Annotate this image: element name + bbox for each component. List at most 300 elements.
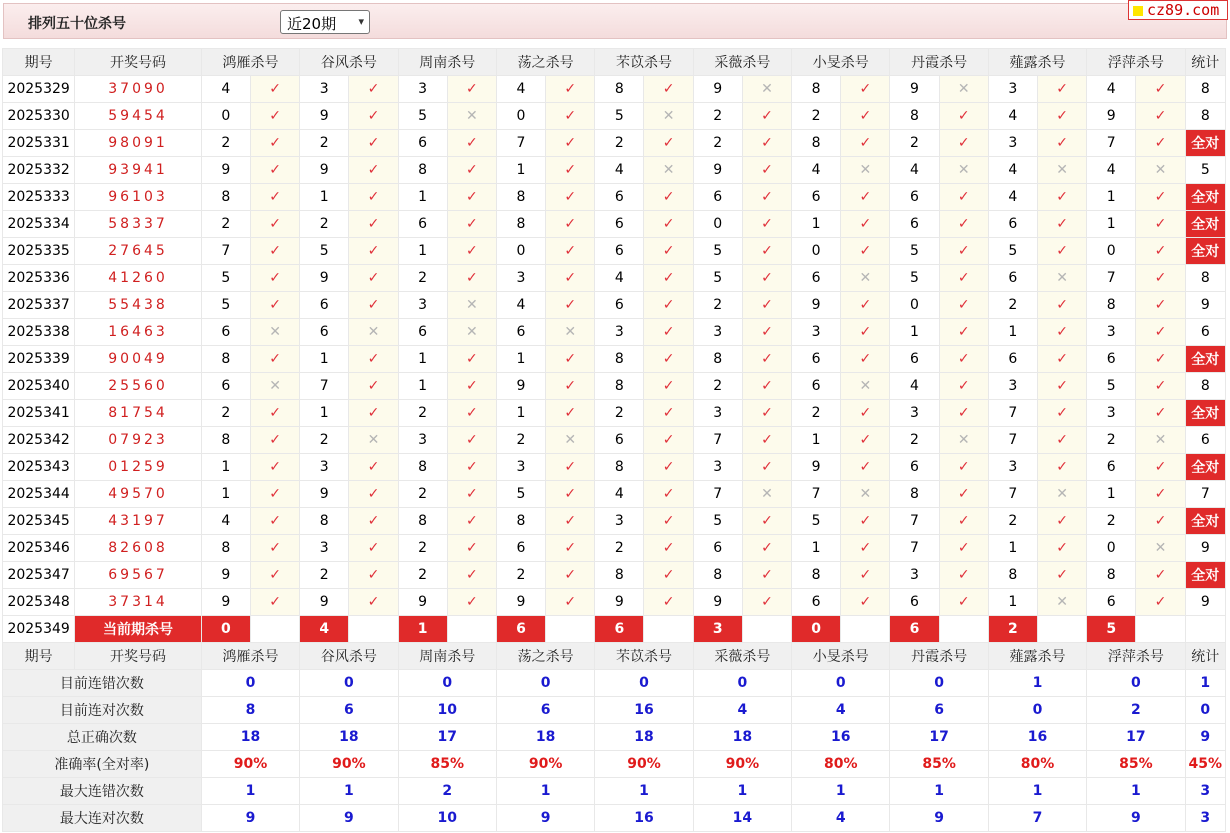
- hit-check-icon: ✓: [1037, 292, 1086, 319]
- kill-number: 9: [300, 103, 349, 130]
- hit-check-icon: ✓: [1136, 373, 1185, 400]
- hit-check-icon: ✓: [1136, 481, 1185, 508]
- kill-number: 0: [496, 103, 545, 130]
- hit-check-icon: ✓: [742, 454, 791, 481]
- miss-cross-icon: ✕: [1136, 427, 1185, 454]
- hit-check-icon: ✓: [742, 400, 791, 427]
- table-row: [3, 292, 1226, 319]
- kill-number: 1: [988, 589, 1037, 616]
- hit-check-icon: ✓: [250, 211, 299, 238]
- kill-number: 2: [201, 400, 250, 427]
- hit-check-icon: ✓: [250, 130, 299, 157]
- current-kill-number: 5: [1087, 616, 1136, 643]
- table-row: [3, 184, 1226, 211]
- draw-code: 41260: [75, 265, 202, 292]
- hit-check-icon: ✓: [1136, 454, 1185, 481]
- current-kill-spacer: [1037, 616, 1086, 643]
- kill-number: 1: [398, 373, 447, 400]
- kill-number: 5: [693, 508, 742, 535]
- kill-number: 8: [595, 373, 644, 400]
- hit-check-icon: ✓: [742, 184, 791, 211]
- kill-number: 8: [595, 562, 644, 589]
- kill-number: 1: [1087, 481, 1136, 508]
- draw-code: 98091: [75, 130, 202, 157]
- kill-number: 3: [792, 319, 841, 346]
- current-period-label: 当前期杀号: [75, 616, 202, 643]
- hit-check-icon: ✓: [939, 508, 988, 535]
- kill-number: 2: [595, 400, 644, 427]
- row-total: 6: [1185, 427, 1225, 454]
- kill-number: 5: [201, 265, 250, 292]
- kill-number: 4: [1087, 157, 1136, 184]
- stats-value: 16: [988, 724, 1086, 751]
- hit-check-icon: ✓: [250, 346, 299, 373]
- all-correct-badge: 全对: [1185, 400, 1225, 427]
- hit-check-icon: ✓: [742, 265, 791, 292]
- hit-check-icon: ✓: [546, 76, 595, 103]
- kill-number: 1: [792, 427, 841, 454]
- hit-check-icon: ✓: [250, 427, 299, 454]
- stats-value: 10: [398, 805, 496, 832]
- stats-value: 0: [792, 670, 890, 697]
- kill-number: 8: [496, 211, 545, 238]
- hit-check-icon: ✓: [742, 319, 791, 346]
- hit-check-icon: ✓: [250, 535, 299, 562]
- stats-value: 80%: [988, 751, 1086, 778]
- kill-number: 3: [1087, 400, 1136, 427]
- hit-check-icon: ✓: [447, 427, 496, 454]
- kill-number: 1: [496, 400, 545, 427]
- kill-number: 4: [988, 184, 1037, 211]
- hit-check-icon: ✓: [841, 238, 890, 265]
- column-header: 荡之杀号: [496, 49, 594, 76]
- stats-value: 2: [398, 778, 496, 805]
- kill-number: 0: [693, 211, 742, 238]
- hit-check-icon: ✓: [546, 184, 595, 211]
- stats-value: 85%: [1087, 751, 1185, 778]
- kill-number: 6: [300, 292, 349, 319]
- kill-number: 8: [398, 157, 447, 184]
- hit-check-icon: ✓: [939, 184, 988, 211]
- kill-number: 4: [1087, 76, 1136, 103]
- hit-check-icon: ✓: [1037, 76, 1086, 103]
- kill-number: 6: [398, 319, 447, 346]
- kill-number: 0: [496, 238, 545, 265]
- hit-check-icon: ✓: [841, 130, 890, 157]
- hit-check-icon: ✓: [447, 265, 496, 292]
- kill-number: 3: [300, 454, 349, 481]
- current-kill-number: 6: [595, 616, 644, 643]
- miss-cross-icon: ✕: [1136, 157, 1185, 184]
- hit-check-icon: ✓: [250, 562, 299, 589]
- current-kill-spacer: [447, 616, 496, 643]
- stats-label: 准确率(全对率): [3, 751, 202, 778]
- stats-value: 1: [890, 778, 988, 805]
- kill-number: 5: [693, 238, 742, 265]
- kill-number: 6: [201, 373, 250, 400]
- hit-check-icon: ✓: [1037, 373, 1086, 400]
- miss-cross-icon: ✕: [447, 319, 496, 346]
- column-header: 薤露杀号: [988, 49, 1086, 76]
- kill-number: 8: [1087, 292, 1136, 319]
- hit-check-icon: ✓: [841, 400, 890, 427]
- hit-check-icon: ✓: [349, 589, 398, 616]
- miss-cross-icon: ✕: [841, 157, 890, 184]
- hit-check-icon: ✓: [349, 562, 398, 589]
- table-row: [3, 400, 1226, 427]
- kill-number: 8: [988, 562, 1037, 589]
- current-kill-spacer: [349, 616, 398, 643]
- all-correct-badge: 全对: [1185, 562, 1225, 589]
- stats-row: [3, 697, 1226, 724]
- kill-number: 9: [300, 589, 349, 616]
- hit-check-icon: ✓: [841, 76, 890, 103]
- hit-check-icon: ✓: [546, 211, 595, 238]
- hit-check-icon: ✓: [939, 373, 988, 400]
- kill-number: 5: [890, 238, 939, 265]
- stats-value: 1: [1087, 778, 1185, 805]
- issue-number: 2025330: [3, 103, 75, 130]
- hit-check-icon: ✓: [644, 76, 693, 103]
- kill-number: 6: [792, 589, 841, 616]
- hit-check-icon: ✓: [349, 130, 398, 157]
- kill-number: 4: [496, 292, 545, 319]
- miss-cross-icon: ✕: [841, 481, 890, 508]
- column-header: 谷风杀号: [300, 49, 398, 76]
- stats-label: 目前连错次数: [3, 670, 202, 697]
- column-header: 期号: [3, 49, 75, 76]
- kill-number: 7: [300, 373, 349, 400]
- stats-label: 目前连对次数: [3, 697, 202, 724]
- hit-check-icon: ✓: [447, 535, 496, 562]
- hit-check-icon: ✓: [1037, 400, 1086, 427]
- stats-value: 1: [988, 670, 1086, 697]
- issue-number: 2025347: [3, 562, 75, 589]
- hit-check-icon: ✓: [1037, 238, 1086, 265]
- kill-number: 0: [1087, 238, 1136, 265]
- kill-number: 4: [201, 508, 250, 535]
- hit-check-icon: ✓: [447, 454, 496, 481]
- hit-check-icon: ✓: [644, 292, 693, 319]
- row-total: 9: [1185, 589, 1225, 616]
- current-kill-spacer: [644, 616, 693, 643]
- kill-number: 5: [595, 103, 644, 130]
- kill-number: 2: [398, 265, 447, 292]
- miss-cross-icon: ✕: [1037, 265, 1086, 292]
- hit-check-icon: ✓: [939, 319, 988, 346]
- table-row: [3, 265, 1226, 292]
- hit-check-icon: ✓: [644, 346, 693, 373]
- kill-number: 8: [201, 346, 250, 373]
- kill-number: 4: [595, 481, 644, 508]
- hit-check-icon: ✓: [644, 454, 693, 481]
- kill-number: 2: [201, 130, 250, 157]
- kill-number: 8: [792, 562, 841, 589]
- issue-number: 2025336: [3, 265, 75, 292]
- table-header-row: [3, 643, 1226, 670]
- stats-row: [3, 778, 1226, 805]
- issue-number: 2025341: [3, 400, 75, 427]
- stats-total: 45%: [1185, 751, 1225, 778]
- issue-number: 2025331: [3, 130, 75, 157]
- kill-number: 1: [1087, 184, 1136, 211]
- kill-number: 6: [1087, 346, 1136, 373]
- stats-total: 0: [1185, 697, 1225, 724]
- hit-check-icon: ✓: [349, 157, 398, 184]
- site-logo[interactable]: [1128, 0, 1228, 20]
- issue-number: 2025333: [3, 184, 75, 211]
- hit-check-icon: ✓: [1136, 130, 1185, 157]
- hit-check-icon: ✓: [1037, 427, 1086, 454]
- kill-number: 7: [693, 481, 742, 508]
- draw-code: 58337: [75, 211, 202, 238]
- kill-number: 1: [201, 481, 250, 508]
- stats-value: 85%: [890, 751, 988, 778]
- kill-number: 5: [201, 292, 250, 319]
- kill-number: 2: [792, 400, 841, 427]
- kill-number: 8: [792, 76, 841, 103]
- kill-number: 9: [1087, 103, 1136, 130]
- current-kill-spacer: [841, 616, 890, 643]
- miss-cross-icon: ✕: [644, 157, 693, 184]
- current-issue-number: 2025349: [3, 616, 75, 643]
- current-kill-number: 0: [792, 616, 841, 643]
- kill-number: 5: [300, 238, 349, 265]
- kill-number: 6: [890, 454, 939, 481]
- kill-number: 0: [201, 103, 250, 130]
- hit-check-icon: ✓: [644, 265, 693, 292]
- kill-number: 9: [201, 157, 250, 184]
- column-header: 丹霞杀号: [890, 643, 988, 670]
- hit-check-icon: ✓: [742, 346, 791, 373]
- kill-number: 2: [300, 130, 349, 157]
- draw-code: 37090: [75, 76, 202, 103]
- kill-number: 6: [890, 184, 939, 211]
- kill-number: 1: [496, 346, 545, 373]
- hit-check-icon: ✓: [447, 400, 496, 427]
- kill-number: 2: [1087, 427, 1136, 454]
- column-header: 芣苡杀号: [595, 643, 693, 670]
- hit-check-icon: ✓: [447, 76, 496, 103]
- kill-number: 8: [890, 481, 939, 508]
- kill-number: 7: [890, 535, 939, 562]
- hit-check-icon: ✓: [349, 535, 398, 562]
- kill-number: 1: [496, 157, 545, 184]
- kill-number: 8: [496, 508, 545, 535]
- kill-number: 5: [792, 508, 841, 535]
- miss-cross-icon: ✕: [742, 481, 791, 508]
- hit-check-icon: ✓: [349, 103, 398, 130]
- column-header: 统计: [1185, 643, 1225, 670]
- kill-number: 3: [988, 130, 1037, 157]
- period-select[interactable]: [280, 10, 370, 34]
- issue-number: 2025343: [3, 454, 75, 481]
- hit-check-icon: ✓: [644, 400, 693, 427]
- hit-check-icon: ✓: [1136, 508, 1185, 535]
- hit-check-icon: ✓: [1136, 346, 1185, 373]
- stats-value: 18: [496, 724, 594, 751]
- table-row: [3, 373, 1226, 400]
- kill-number: 2: [398, 562, 447, 589]
- stats-value: 18: [595, 724, 693, 751]
- stats-value: 4: [792, 805, 890, 832]
- miss-cross-icon: ✕: [349, 319, 398, 346]
- kill-number: 9: [792, 454, 841, 481]
- hit-check-icon: ✓: [1136, 319, 1185, 346]
- kill-number: 3: [398, 427, 447, 454]
- miss-cross-icon: ✕: [250, 319, 299, 346]
- column-header: 期号: [3, 643, 75, 670]
- kill-number: 3: [595, 508, 644, 535]
- current-kill-number: 6: [496, 616, 545, 643]
- hit-check-icon: ✓: [349, 211, 398, 238]
- hit-check-icon: ✓: [644, 589, 693, 616]
- all-correct-badge: 全对: [1185, 211, 1225, 238]
- current-kill-spacer: [250, 616, 299, 643]
- stats-total: 9: [1185, 724, 1225, 751]
- table-row: [3, 157, 1226, 184]
- kill-number: 2: [792, 103, 841, 130]
- kill-number: 6: [988, 265, 1037, 292]
- issue-number: 2025342: [3, 427, 75, 454]
- current-kill-spacer: [546, 616, 595, 643]
- kill-number: 2: [595, 130, 644, 157]
- kill-number: 2: [201, 211, 250, 238]
- kill-number: 4: [201, 76, 250, 103]
- hit-check-icon: ✓: [250, 103, 299, 130]
- table-row: [3, 589, 1226, 616]
- column-header: 芣苡杀号: [595, 49, 693, 76]
- kill-number: 2: [398, 400, 447, 427]
- stats-value: 0: [1087, 670, 1185, 697]
- stats-row: [3, 805, 1226, 832]
- page-title: 排列五十位杀号: [28, 16, 126, 32]
- kill-number: 1: [398, 346, 447, 373]
- draw-code: 55438: [75, 292, 202, 319]
- draw-code: 81754: [75, 400, 202, 427]
- kill-number: 4: [890, 373, 939, 400]
- hit-check-icon: ✓: [939, 265, 988, 292]
- stats-value: 90%: [300, 751, 398, 778]
- hit-check-icon: ✓: [349, 265, 398, 292]
- stats-total: 1: [1185, 670, 1225, 697]
- hit-check-icon: ✓: [644, 238, 693, 265]
- kill-number: 6: [595, 211, 644, 238]
- hit-check-icon: ✓: [742, 373, 791, 400]
- stats-value: 0: [693, 670, 791, 697]
- kill-number: 6: [595, 427, 644, 454]
- stats-value: 0: [398, 670, 496, 697]
- hit-check-icon: ✓: [250, 265, 299, 292]
- miss-cross-icon: ✕: [447, 292, 496, 319]
- kill-number: 9: [496, 373, 545, 400]
- stats-value: 0: [201, 670, 299, 697]
- draw-code: 07923: [75, 427, 202, 454]
- issue-number: 2025335: [3, 238, 75, 265]
- stats-value: 7: [988, 805, 1086, 832]
- kill-number: 1: [300, 346, 349, 373]
- kill-number: 0: [890, 292, 939, 319]
- hit-check-icon: ✓: [447, 481, 496, 508]
- kill-number: 2: [693, 130, 742, 157]
- hit-check-icon: ✓: [644, 184, 693, 211]
- kill-number: 3: [693, 400, 742, 427]
- kill-number: 8: [398, 454, 447, 481]
- hit-check-icon: ✓: [841, 508, 890, 535]
- hit-check-icon: ✓: [1136, 589, 1185, 616]
- kill-number: 6: [890, 346, 939, 373]
- period-select-value: 近20期: [287, 15, 337, 33]
- stats-value: 1: [595, 778, 693, 805]
- kill-number: 8: [300, 508, 349, 535]
- hit-check-icon: ✓: [546, 535, 595, 562]
- stats-value: 9: [1087, 805, 1185, 832]
- hit-check-icon: ✓: [447, 589, 496, 616]
- issue-number: 2025339: [3, 346, 75, 373]
- stats-value: 17: [398, 724, 496, 751]
- table-row: [3, 130, 1226, 157]
- logo-text: cz89.com: [1147, 1, 1220, 19]
- current-kill-number: 1: [398, 616, 447, 643]
- kill-number: 6: [595, 238, 644, 265]
- kill-number: 1: [792, 535, 841, 562]
- column-header: 浮萍杀号: [1087, 643, 1185, 670]
- kill-number: 6: [595, 292, 644, 319]
- hit-check-icon: ✓: [349, 373, 398, 400]
- hit-check-icon: ✓: [841, 562, 890, 589]
- kill-number: 4: [595, 265, 644, 292]
- kill-number: 6: [496, 535, 545, 562]
- current-kill-number: 6: [890, 616, 939, 643]
- draw-code: 90049: [75, 346, 202, 373]
- stats-label: 最大连错次数: [3, 778, 202, 805]
- hit-check-icon: ✓: [1136, 184, 1185, 211]
- logo-square-icon: [1133, 6, 1143, 16]
- stats-value: 2: [1087, 697, 1185, 724]
- kill-number: 7: [890, 508, 939, 535]
- draw-code: 16463: [75, 319, 202, 346]
- hit-check-icon: ✓: [546, 346, 595, 373]
- stats-value: 18: [300, 724, 398, 751]
- hit-check-icon: ✓: [447, 211, 496, 238]
- hit-check-icon: ✓: [841, 427, 890, 454]
- hit-check-icon: ✓: [349, 454, 398, 481]
- hit-check-icon: ✓: [546, 454, 595, 481]
- kill-number: 3: [890, 562, 939, 589]
- stats-value: 0: [496, 670, 594, 697]
- stats-value: 80%: [792, 751, 890, 778]
- stats-value: 90%: [496, 751, 594, 778]
- current-kill-spacer: [742, 616, 791, 643]
- kill-number: 9: [398, 589, 447, 616]
- miss-cross-icon: ✕: [939, 427, 988, 454]
- kill-number: 3: [398, 76, 447, 103]
- kill-number: 1: [988, 535, 1037, 562]
- hit-check-icon: ✓: [1136, 103, 1185, 130]
- kill-number: 6: [201, 319, 250, 346]
- kill-number: 2: [988, 292, 1037, 319]
- hit-check-icon: ✓: [939, 589, 988, 616]
- hit-check-icon: ✓: [1037, 508, 1086, 535]
- kill-number: 1: [792, 211, 841, 238]
- hit-check-icon: ✓: [939, 103, 988, 130]
- kill-number: 7: [988, 427, 1037, 454]
- kill-number: 9: [201, 562, 250, 589]
- kill-number: 8: [595, 454, 644, 481]
- kill-number: 9: [693, 76, 742, 103]
- hit-check-icon: ✓: [742, 103, 791, 130]
- kill-number: 6: [398, 211, 447, 238]
